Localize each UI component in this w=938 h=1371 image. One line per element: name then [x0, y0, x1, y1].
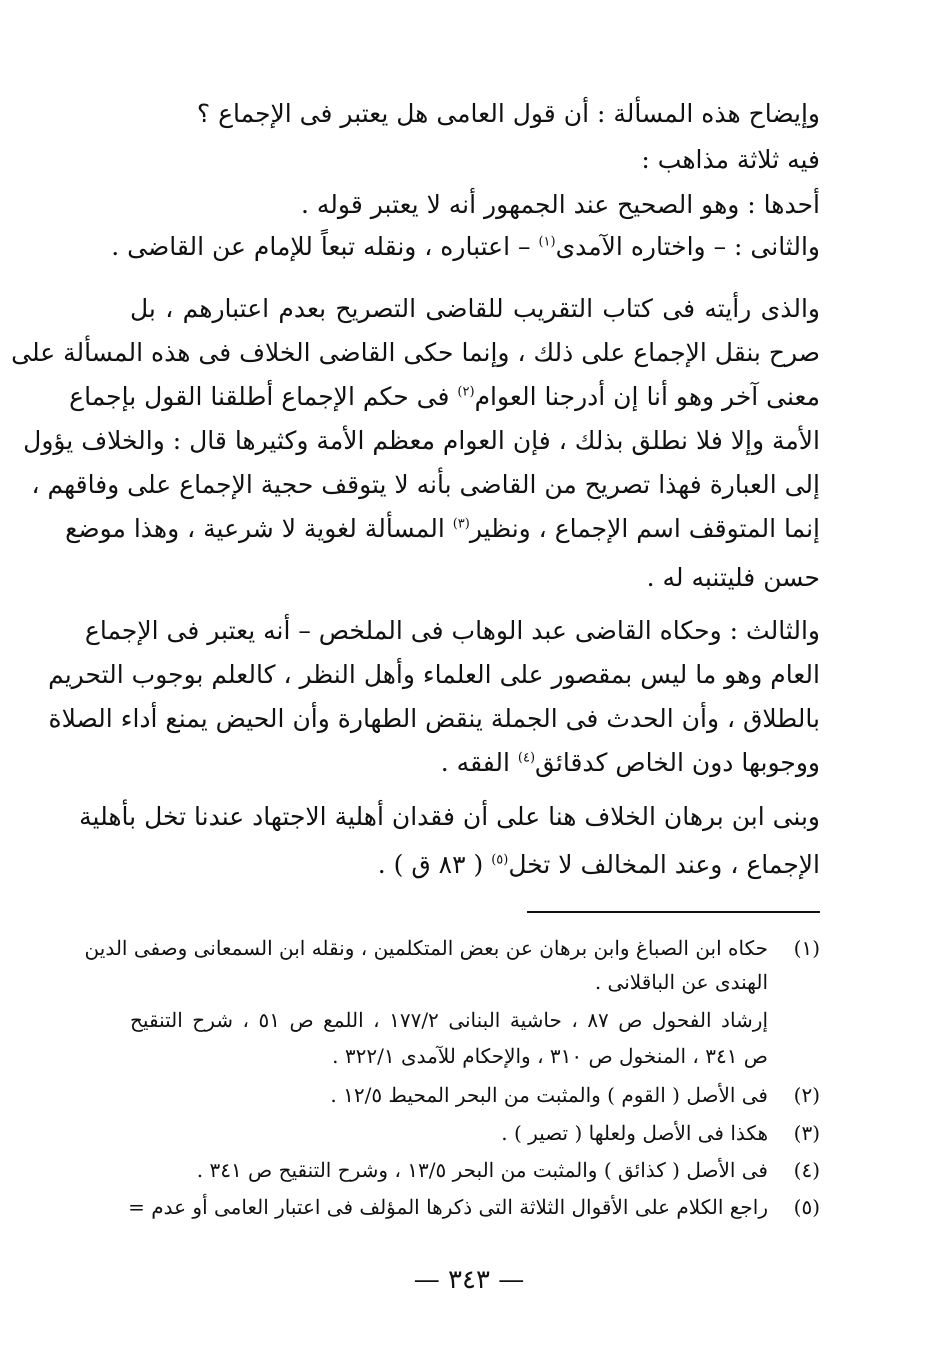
footnote-text: فى الأصل ( القوم ) والمثبت من البحر المحيط ١٢/٥ .: [330, 1083, 768, 1107]
footnote-text: فى الأصل ( كذائق ) والمثبت من البحر ١٣/٥ ، وشرح التنقيح ص ٣٤١ .: [196, 1158, 768, 1182]
footnote-number: (٤): [793, 1158, 820, 1182]
footnote-text: هكذا فى الأصل ولعلها ( تصير ) .: [501, 1121, 768, 1145]
text-line: ووجوبها دون الخاص كدقائق$^{(٤)}$ الفقه .: [440, 748, 820, 777]
text-line: إلى العبارة فهذا تصريح من القاضى بأنه لا يتوقف حجية الإجماع على وفاقهم ،: [31, 470, 820, 499]
text-line: وبنى ابن برهان الخلاف هنا على أن فقدان أهلية الاجتهاد عندنا تخل بأهلية: [79, 802, 820, 831]
text-line: والثانى : – واختاره الآمدى$^{(١)}$ – اعتباره ، ونقله تبعاً للإمام عن القاضى .: [111, 232, 820, 261]
text-line: العام وهو ما ليس بمقصور على العلماء وأهل النظر ، كالعلم بوجوب التحريم: [48, 660, 820, 689]
text-line: حسن فليتنبه له .: [646, 563, 820, 592]
footnote-number: (١): [793, 936, 820, 960]
footnote-marker: (٤): [517, 750, 536, 766]
text-line: أحدها : وهو الصحيح عند الجمهور أنه لا يعتبر قوله .: [301, 190, 820, 219]
text-line: معنى آخر وهو أنا إن أدرجنا العوام$^{(٢)}$ فى حكم الإجماع أطلقنا القول بإجماع: [69, 382, 820, 411]
footnotes: [11, 0, 820, 1240]
footnote-number: (٢): [793, 1083, 820, 1107]
footnote-marker: (٥): [491, 852, 509, 868]
footnote-marker: (٢): [457, 384, 475, 400]
footnote-text: إرشاد الفحول ص ٨٧ ، حاشية البنانى ١٧٧/٢ ، اللمع ص ٥١ ، شرح التنقيح: [130, 1008, 769, 1032]
footnote-text: راجع الكلام على الأقوال الثلاثة التى ذكرها المؤلف فى اعتبار العامى أو عدم =: [128, 1195, 768, 1219]
text-line: صرح بنقل الإجماع على ذلك ، وإنما حكى القاضى الخلاف فى هذه المسألة على: [11, 338, 820, 367]
text-line: الأمة وإلا فلا نطلق بذلك ، فإن العوام معظم الأمة وكثيرها قال : والخلاف يؤول: [23, 426, 820, 455]
text-line: بالطلاق ، وأن الحدث فى الجملة ينقض الطهارة وأن الحيض يمنع أداء الصلاة: [48, 704, 820, 733]
footnote-text: حكاه ابن الصباغ وابن برهان عن بعض المتكلمين ، ونقله ابن السمعانى وصفى الدين: [84, 936, 768, 960]
text-line: إنما المتوقف اسم الإجماع ، ونظير$^{(٣)}$ المسألة لغوية لا شرعية ، وهذا موضع: [65, 514, 820, 543]
footnote-text: ص ٣٤١ ، المنخول ص ٣١٠ ، والإحكام للآمدى ٣٢٢/١ .: [332, 1044, 768, 1068]
footnote-marker: (٣): [452, 516, 470, 532]
footnote-text: الهندى عن الباقلانى .: [594, 970, 768, 994]
footnote-marker: (١): [538, 234, 556, 250]
text-line: والثالث : وحكاه القاضى عبد الوهاب فى الملخص – أنه يعتبر فى الإجماع: [84, 616, 820, 645]
text-line: والذى رأيته فى كتاب التقريب للقاضى التصريح بعدم اعتبارهم ، بل: [130, 294, 820, 323]
page-number: — ٣٤٣ —: [413, 1265, 525, 1295]
text-line: فيه ثلاثة مذاهب :: [641, 145, 820, 174]
footnote-number: (٣): [793, 1121, 820, 1145]
text-line: وإيضاح هذه المسألة : أن قول العامى هل يعتبر فى الإجماع ؟: [196, 99, 820, 128]
footnote-number: (٥): [793, 1195, 820, 1219]
text-line: الإجماع ، وعند المخالف لا تخل$^{(٥)}$ ( ٨٣ ق ) .: [377, 850, 820, 879]
